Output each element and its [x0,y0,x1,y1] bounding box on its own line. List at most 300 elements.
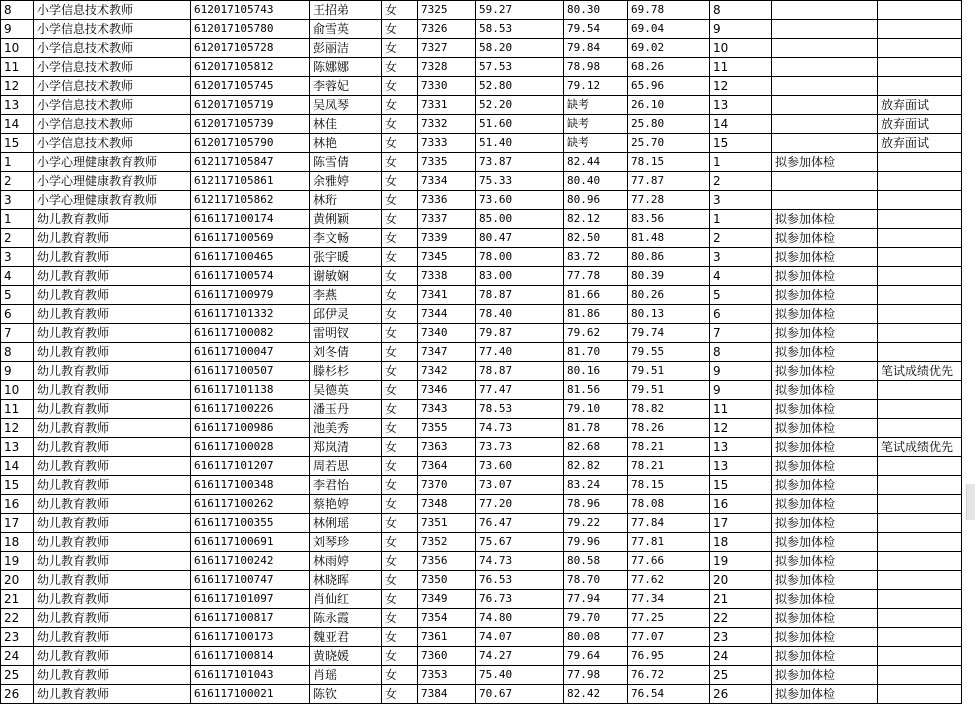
written-score-cell[interactable]: 76.47 [476,514,564,533]
rank-cell[interactable]: 25 [710,666,772,685]
remark-cell[interactable] [878,495,962,514]
rank-cell[interactable]: 7 [710,324,772,343]
candidate-name-cell[interactable]: 林艳 [310,134,382,153]
position-cell[interactable]: 幼儿教育教师 [34,305,191,324]
position-cell[interactable]: 幼儿教育教师 [34,628,191,647]
rank-cell[interactable]: 3 [710,191,772,210]
written-score-cell[interactable]: 83.00 [476,267,564,286]
rank-cell[interactable]: 19 [710,552,772,571]
total-score-cell[interactable]: 78.21 [628,438,710,457]
written-score-cell[interactable]: 51.40 [476,134,564,153]
rank-cell[interactable]: 18 [710,533,772,552]
interview-score-cell[interactable]: 80.40 [564,172,628,191]
position-cell[interactable]: 幼儿教育教师 [34,286,191,305]
ticket-number-cell[interactable]: 7347 [418,343,476,362]
rank-cell[interactable]: 21 [710,590,772,609]
total-score-cell[interactable]: 80.39 [628,267,710,286]
position-cell[interactable]: 小学信息技术教师 [34,77,191,96]
remark-cell[interactable] [878,77,962,96]
position-cell[interactable]: 小学信息技术教师 [34,39,191,58]
table-row[interactable] [1,153,962,172]
candidate-name-cell[interactable]: 余雅婷 [310,172,382,191]
written-score-cell[interactable]: 80.47 [476,229,564,248]
position-cell[interactable]: 小学信息技术教师 [34,96,191,115]
candidate-name-cell[interactable]: 滕杉杉 [310,362,382,381]
medical-check-status-cell[interactable]: 拟参加体检 [772,419,878,438]
candidate-name-cell[interactable]: 雷明钗 [310,324,382,343]
medical-check-status-cell[interactable]: 拟参加体检 [772,400,878,419]
gender-cell[interactable]: 女 [382,305,418,324]
row-number-cell[interactable]: 2 [1,229,34,248]
table-row[interactable] [1,647,962,666]
gender-cell[interactable]: 女 [382,476,418,495]
row-number-cell[interactable]: 11 [1,58,34,77]
written-score-cell[interactable]: 73.07 [476,476,564,495]
total-score-cell[interactable]: 79.55 [628,343,710,362]
position-cell[interactable]: 幼儿教育教师 [34,552,191,571]
total-score-cell[interactable]: 25.80 [628,115,710,134]
ticket-number-cell[interactable]: 7343 [418,400,476,419]
ticket-number-cell[interactable]: 7327 [418,39,476,58]
medical-check-status-cell[interactable] [772,172,878,191]
position-cell[interactable]: 幼儿教育教师 [34,248,191,267]
medical-check-status-cell[interactable]: 拟参加体检 [772,210,878,229]
position-cell[interactable]: 幼儿教育教师 [34,495,191,514]
total-score-cell[interactable]: 69.02 [628,39,710,58]
gender-cell[interactable]: 女 [382,343,418,362]
interview-score-cell[interactable]: 82.50 [564,229,628,248]
exam-id-cell[interactable]: 616117100348 [191,476,310,495]
written-score-cell[interactable]: 58.53 [476,20,564,39]
ticket-number-cell[interactable]: 7337 [418,210,476,229]
table-row[interactable] [1,134,962,153]
position-cell[interactable]: 幼儿教育教师 [34,210,191,229]
row-number-cell[interactable]: 11 [1,400,34,419]
remark-cell[interactable] [878,666,962,685]
interview-score-cell[interactable]: 79.70 [564,609,628,628]
remark-cell[interactable]: 笔试成绩优先 [878,438,962,457]
row-number-cell[interactable]: 3 [1,248,34,267]
remark-cell[interactable] [878,647,962,666]
written-score-cell[interactable]: 76.53 [476,571,564,590]
row-number-cell[interactable]: 9 [1,362,34,381]
table-row[interactable] [1,1,962,20]
medical-check-status-cell[interactable]: 拟参加体检 [772,476,878,495]
gender-cell[interactable]: 女 [382,647,418,666]
total-score-cell[interactable]: 78.21 [628,457,710,476]
table-row[interactable] [1,229,962,248]
interview-score-cell[interactable]: 81.86 [564,305,628,324]
exam-id-cell[interactable]: 616117100047 [191,343,310,362]
position-cell[interactable]: 幼儿教育教师 [34,343,191,362]
remark-cell[interactable] [878,552,962,571]
total-score-cell[interactable]: 78.08 [628,495,710,514]
gender-cell[interactable]: 女 [382,172,418,191]
exam-id-cell[interactable]: 616117100574 [191,267,310,286]
ticket-number-cell[interactable]: 7342 [418,362,476,381]
candidate-name-cell[interactable]: 李蓉妃 [310,77,382,96]
remark-cell[interactable] [878,153,962,172]
ticket-number-cell[interactable]: 7348 [418,495,476,514]
exam-id-cell[interactable]: 616117101332 [191,305,310,324]
interview-score-cell[interactable]: 78.96 [564,495,628,514]
table-row[interactable] [1,362,962,381]
remark-cell[interactable] [878,609,962,628]
interview-score-cell[interactable]: 80.16 [564,362,628,381]
rank-cell[interactable]: 10 [710,39,772,58]
total-score-cell[interactable]: 77.28 [628,191,710,210]
gender-cell[interactable]: 女 [382,514,418,533]
row-number-cell[interactable]: 15 [1,476,34,495]
gender-cell[interactable]: 女 [382,134,418,153]
candidate-name-cell[interactable]: 俞雪英 [310,20,382,39]
candidate-name-cell[interactable]: 邱伊灵 [310,305,382,324]
exam-id-cell[interactable]: 612017105780 [191,20,310,39]
remark-cell[interactable] [878,191,962,210]
gender-cell[interactable]: 女 [382,590,418,609]
written-score-cell[interactable]: 52.20 [476,96,564,115]
ticket-number-cell[interactable]: 7331 [418,96,476,115]
exam-id-cell[interactable]: 616117100507 [191,362,310,381]
gender-cell[interactable]: 女 [382,419,418,438]
medical-check-status-cell[interactable]: 拟参加体检 [772,552,878,571]
position-cell[interactable]: 幼儿教育教师 [34,438,191,457]
interview-score-cell[interactable]: 79.84 [564,39,628,58]
exam-id-cell[interactable]: 612117105847 [191,153,310,172]
ticket-number-cell[interactable]: 7349 [418,590,476,609]
remark-cell[interactable] [878,20,962,39]
interview-score-cell[interactable]: 80.08 [564,628,628,647]
candidate-name-cell[interactable]: 林俐瑶 [310,514,382,533]
gender-cell[interactable]: 女 [382,39,418,58]
row-number-cell[interactable]: 1 [1,153,34,172]
position-cell[interactable]: 小学信息技术教师 [34,134,191,153]
exam-id-cell[interactable]: 616117100979 [191,286,310,305]
medical-check-status-cell[interactable]: 拟参加体检 [772,590,878,609]
gender-cell[interactable]: 女 [382,571,418,590]
gender-cell[interactable]: 女 [382,533,418,552]
row-number-cell[interactable]: 15 [1,134,34,153]
position-cell[interactable]: 幼儿教育教师 [34,571,191,590]
ticket-number-cell[interactable]: 7355 [418,419,476,438]
candidate-name-cell[interactable]: 林雨婷 [310,552,382,571]
medical-check-status-cell[interactable] [772,96,878,115]
remark-cell[interactable] [878,229,962,248]
exam-id-cell[interactable]: 612117105862 [191,191,310,210]
rank-cell[interactable]: 6 [710,305,772,324]
candidate-name-cell[interactable]: 刘冬倩 [310,343,382,362]
remark-cell[interactable] [878,343,962,362]
interview-score-cell[interactable]: 81.70 [564,343,628,362]
written-score-cell[interactable]: 73.60 [476,457,564,476]
rank-cell[interactable]: 26 [710,685,772,704]
table-row[interactable] [1,495,962,514]
total-score-cell[interactable]: 80.26 [628,286,710,305]
row-number-cell[interactable]: 19 [1,552,34,571]
row-number-cell[interactable]: 1 [1,210,34,229]
gender-cell[interactable]: 女 [382,324,418,343]
rank-cell[interactable]: 22 [710,609,772,628]
total-score-cell[interactable]: 68.26 [628,58,710,77]
exam-id-cell[interactable]: 612017105790 [191,134,310,153]
interview-score-cell[interactable]: 缺考 [564,134,628,153]
remark-cell[interactable] [878,248,962,267]
total-score-cell[interactable]: 78.15 [628,476,710,495]
written-score-cell[interactable]: 75.67 [476,533,564,552]
remark-cell[interactable] [878,58,962,77]
written-score-cell[interactable]: 74.27 [476,647,564,666]
rank-cell[interactable]: 11 [710,58,772,77]
remark-cell[interactable] [878,1,962,20]
exam-id-cell[interactable]: 616117100986 [191,419,310,438]
ticket-number-cell[interactable]: 7361 [418,628,476,647]
row-number-cell[interactable]: 25 [1,666,34,685]
row-number-cell[interactable]: 8 [1,1,34,20]
interview-score-cell[interactable]: 79.96 [564,533,628,552]
total-score-cell[interactable]: 76.95 [628,647,710,666]
exam-id-cell[interactable]: 616117101207 [191,457,310,476]
exam-id-cell[interactable]: 612017105719 [191,96,310,115]
position-cell[interactable]: 小学心理健康教育教师 [34,172,191,191]
exam-id-cell[interactable]: 612017105812 [191,58,310,77]
ticket-number-cell[interactable]: 7350 [418,571,476,590]
total-score-cell[interactable]: 77.87 [628,172,710,191]
medical-check-status-cell[interactable]: 拟参加体检 [772,153,878,172]
candidate-name-cell[interactable]: 黄晓媛 [310,647,382,666]
written-score-cell[interactable]: 78.00 [476,248,564,267]
candidate-name-cell[interactable]: 吴凤琴 [310,96,382,115]
total-score-cell[interactable]: 80.86 [628,248,710,267]
exam-id-cell[interactable]: 616117101138 [191,381,310,400]
written-score-cell[interactable]: 85.00 [476,210,564,229]
medical-check-status-cell[interactable]: 拟参加体检 [772,362,878,381]
gender-cell[interactable]: 女 [382,628,418,647]
table-row[interactable] [1,514,962,533]
medical-check-status-cell[interactable]: 拟参加体检 [772,514,878,533]
remark-cell[interactable]: 放弃面试 [878,96,962,115]
rank-cell[interactable]: 9 [710,381,772,400]
rank-cell[interactable]: 24 [710,647,772,666]
gender-cell[interactable]: 女 [382,248,418,267]
table-row[interactable] [1,628,962,647]
exam-id-cell[interactable]: 616117100173 [191,628,310,647]
medical-check-status-cell[interactable]: 拟参加体检 [772,343,878,362]
position-cell[interactable]: 小学信息技术教师 [34,58,191,77]
row-number-cell[interactable]: 26 [1,685,34,704]
total-score-cell[interactable]: 76.54 [628,685,710,704]
interview-score-cell[interactable]: 81.66 [564,286,628,305]
position-cell[interactable]: 幼儿教育教师 [34,514,191,533]
total-score-cell[interactable]: 78.26 [628,419,710,438]
exam-id-cell[interactable]: 616117100355 [191,514,310,533]
position-cell[interactable]: 小学信息技术教师 [34,1,191,20]
written-score-cell[interactable]: 70.67 [476,685,564,704]
candidate-name-cell[interactable]: 谢敏娴 [310,267,382,286]
written-score-cell[interactable]: 79.87 [476,324,564,343]
rank-cell[interactable]: 17 [710,514,772,533]
candidate-name-cell[interactable]: 肖瑶 [310,666,382,685]
medical-check-status-cell[interactable]: 拟参加体检 [772,286,878,305]
remark-cell[interactable] [878,628,962,647]
interview-score-cell[interactable]: 79.54 [564,20,628,39]
interview-score-cell[interactable]: 80.58 [564,552,628,571]
row-number-cell[interactable]: 23 [1,628,34,647]
position-cell[interactable]: 幼儿教育教师 [34,324,191,343]
position-cell[interactable]: 幼儿教育教师 [34,609,191,628]
gender-cell[interactable]: 女 [382,1,418,20]
remark-cell[interactable] [878,400,962,419]
row-number-cell[interactable]: 17 [1,514,34,533]
table-row[interactable] [1,191,962,210]
candidate-name-cell[interactable]: 李君怡 [310,476,382,495]
candidate-name-cell[interactable]: 陈雪倩 [310,153,382,172]
candidate-name-cell[interactable]: 肖仙红 [310,590,382,609]
ticket-number-cell[interactable]: 7352 [418,533,476,552]
rank-cell[interactable]: 12 [710,419,772,438]
rank-cell[interactable]: 23 [710,628,772,647]
rank-cell[interactable]: 20 [710,571,772,590]
total-score-cell[interactable]: 78.82 [628,400,710,419]
row-number-cell[interactable]: 4 [1,267,34,286]
exam-id-cell[interactable]: 612017105745 [191,77,310,96]
written-score-cell[interactable]: 58.20 [476,39,564,58]
interview-score-cell[interactable]: 82.12 [564,210,628,229]
remark-cell[interactable] [878,685,962,704]
exam-id-cell[interactable]: 612117105861 [191,172,310,191]
candidate-name-cell[interactable]: 彭丽洁 [310,39,382,58]
rank-cell[interactable]: 13 [710,438,772,457]
exam-id-cell[interactable]: 612017105743 [191,1,310,20]
ticket-number-cell[interactable]: 7363 [418,438,476,457]
ticket-number-cell[interactable]: 7336 [418,191,476,210]
table-row[interactable] [1,172,962,191]
table-row[interactable] [1,419,962,438]
remark-cell[interactable] [878,324,962,343]
ticket-number-cell[interactable]: 7341 [418,286,476,305]
candidate-name-cell[interactable]: 黄俐颖 [310,210,382,229]
gender-cell[interactable]: 女 [382,210,418,229]
exam-id-cell[interactable]: 612017105728 [191,39,310,58]
gender-cell[interactable]: 女 [382,381,418,400]
total-score-cell[interactable]: 77.84 [628,514,710,533]
written-score-cell[interactable]: 76.73 [476,590,564,609]
total-score-cell[interactable]: 81.48 [628,229,710,248]
written-score-cell[interactable]: 74.73 [476,552,564,571]
remark-cell[interactable]: 笔试成绩优先 [878,362,962,381]
ticket-number-cell[interactable]: 7335 [418,153,476,172]
position-cell[interactable]: 幼儿教育教师 [34,381,191,400]
candidate-name-cell[interactable]: 李文畅 [310,229,382,248]
ticket-number-cell[interactable]: 7346 [418,381,476,400]
row-number-cell[interactable]: 12 [1,77,34,96]
candidate-name-cell[interactable]: 李燕 [310,286,382,305]
candidate-name-cell[interactable]: 周若思 [310,457,382,476]
candidate-name-cell[interactable]: 潘玉丹 [310,400,382,419]
medical-check-status-cell[interactable]: 拟参加体检 [772,267,878,286]
medical-check-status-cell[interactable]: 拟参加体检 [772,229,878,248]
remark-cell[interactable] [878,286,962,305]
row-number-cell[interactable]: 2 [1,172,34,191]
candidate-name-cell[interactable]: 林珩 [310,191,382,210]
position-cell[interactable]: 幼儿教育教师 [34,685,191,704]
gender-cell[interactable]: 女 [382,20,418,39]
table-row[interactable] [1,571,962,590]
exam-id-cell[interactable]: 616117101097 [191,590,310,609]
ticket-number-cell[interactable]: 7345 [418,248,476,267]
ticket-number-cell[interactable]: 7351 [418,514,476,533]
written-score-cell[interactable]: 78.87 [476,362,564,381]
row-number-cell[interactable]: 12 [1,419,34,438]
total-score-cell[interactable]: 77.25 [628,609,710,628]
interview-score-cell[interactable]: 82.42 [564,685,628,704]
interview-score-cell[interactable]: 82.44 [564,153,628,172]
ticket-number-cell[interactable]: 7339 [418,229,476,248]
interview-score-cell[interactable]: 81.56 [564,381,628,400]
written-score-cell[interactable]: 77.47 [476,381,564,400]
row-number-cell[interactable]: 20 [1,571,34,590]
table-row[interactable] [1,343,962,362]
candidate-name-cell[interactable]: 陈钦 [310,685,382,704]
medical-check-status-cell[interactable]: 拟参加体检 [772,438,878,457]
total-score-cell[interactable]: 77.07 [628,628,710,647]
row-number-cell[interactable]: 21 [1,590,34,609]
row-number-cell[interactable]: 14 [1,457,34,476]
medical-check-status-cell[interactable]: 拟参加体检 [772,609,878,628]
gender-cell[interactable]: 女 [382,666,418,685]
medical-check-status-cell[interactable] [772,115,878,134]
exam-id-cell[interactable]: 616117100814 [191,647,310,666]
rank-cell[interactable]: 9 [710,362,772,381]
written-score-cell[interactable]: 77.20 [476,495,564,514]
exam-id-cell[interactable]: 612017105739 [191,115,310,134]
interview-score-cell[interactable]: 83.24 [564,476,628,495]
position-cell[interactable]: 幼儿教育教师 [34,229,191,248]
ticket-number-cell[interactable]: 7370 [418,476,476,495]
total-score-cell[interactable]: 25.70 [628,134,710,153]
rank-cell[interactable]: 8 [710,1,772,20]
interview-score-cell[interactable]: 78.98 [564,58,628,77]
table-row[interactable] [1,58,962,77]
remark-cell[interactable] [878,533,962,552]
total-score-cell[interactable]: 78.15 [628,153,710,172]
exam-id-cell[interactable]: 616117100226 [191,400,310,419]
candidate-name-cell[interactable]: 林佳 [310,115,382,134]
position-cell[interactable]: 小学信息技术教师 [34,115,191,134]
remark-cell[interactable] [878,305,962,324]
rank-cell[interactable]: 2 [710,172,772,191]
rank-cell[interactable]: 1 [710,153,772,172]
remark-cell[interactable] [878,419,962,438]
total-score-cell[interactable]: 77.66 [628,552,710,571]
written-score-cell[interactable]: 75.33 [476,172,564,191]
medical-check-status-cell[interactable] [772,20,878,39]
gender-cell[interactable]: 女 [382,685,418,704]
table-row[interactable] [1,305,962,324]
exam-id-cell[interactable]: 616117101043 [191,666,310,685]
position-cell[interactable]: 幼儿教育教师 [34,533,191,552]
written-score-cell[interactable]: 59.27 [476,1,564,20]
row-number-cell[interactable]: 24 [1,647,34,666]
rank-cell[interactable]: 15 [710,476,772,495]
total-score-cell[interactable]: 79.51 [628,362,710,381]
gender-cell[interactable]: 女 [382,457,418,476]
remark-cell[interactable] [878,590,962,609]
row-number-cell[interactable]: 13 [1,438,34,457]
candidate-name-cell[interactable]: 陈永霞 [310,609,382,628]
ticket-number-cell[interactable]: 7353 [418,666,476,685]
total-score-cell[interactable]: 79.74 [628,324,710,343]
total-score-cell[interactable]: 26.10 [628,96,710,115]
